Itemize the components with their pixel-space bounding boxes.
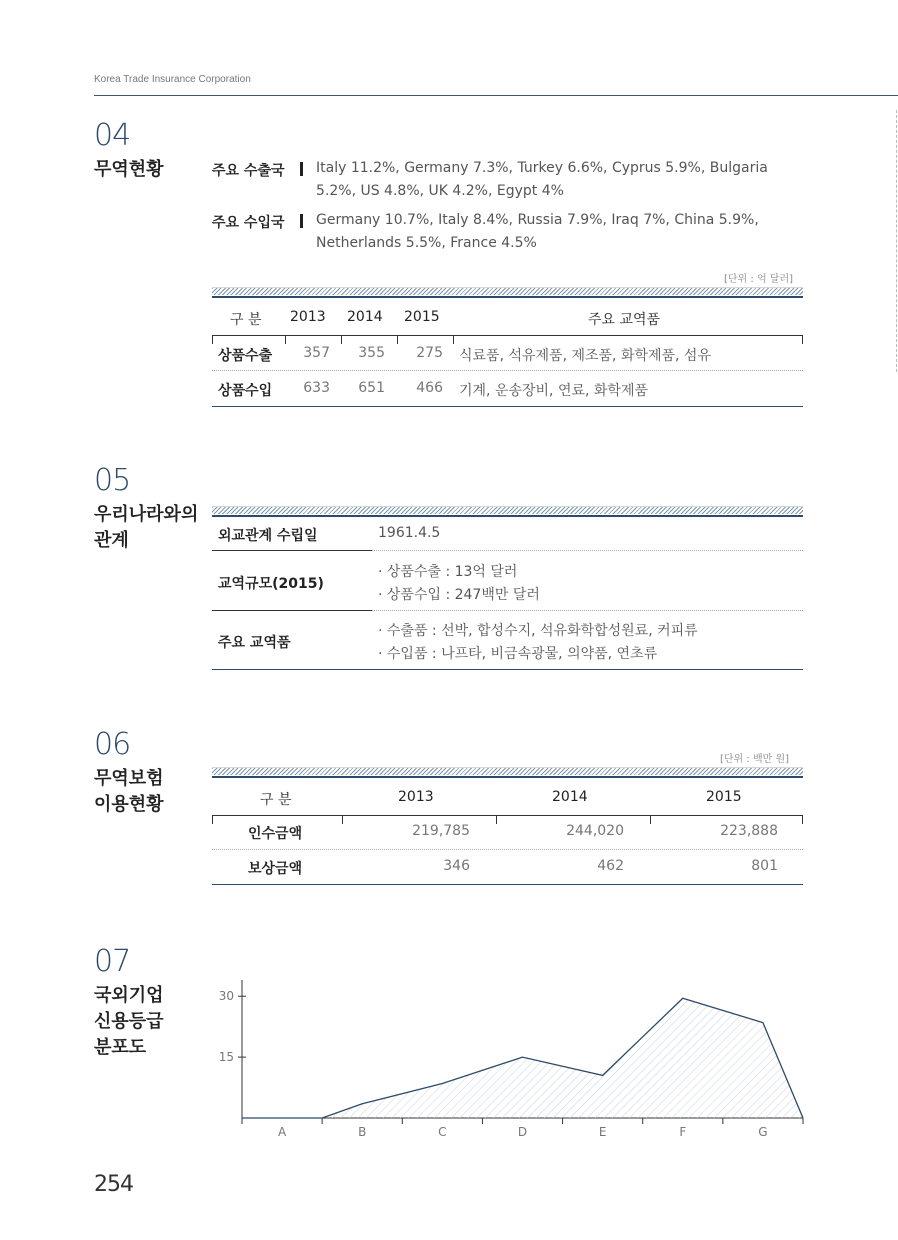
x-tick-label: E (598, 1125, 607, 1139)
section-04-title: 무역현황 (94, 159, 164, 180)
x-tick-label: F (679, 1125, 687, 1139)
sec06-header-2014: 2014 (552, 789, 588, 805)
y-tick-label: 30 (218, 989, 234, 1004)
relation-divider-0 (372, 550, 803, 551)
x-tick-label: G (758, 1125, 768, 1139)
sec04-header-2015: 2015 (404, 309, 440, 325)
relation-value-2a: · 수출품 : 선박, 합성수지, 석유화학합성원료, 커피류 (378, 623, 698, 639)
sec04-header-2013: 2013 (290, 309, 326, 325)
row-import-2015: 466 (416, 380, 443, 396)
sec04-hatch (212, 287, 803, 295)
sec05-bottom-line (212, 669, 803, 670)
tick (802, 335, 803, 344)
sec06-row-divider (212, 849, 803, 850)
row-export-items: 식료품, 석유제품, 제조품, 화학제품, 섬유 (459, 348, 711, 364)
tick (285, 335, 286, 344)
export-line-1: Italy 11.2%, Germany 7.3%, Turkey 6.6%, Cyprus 5.9%, Bulgaria (316, 160, 768, 176)
sec06-header-category: 구 분 (260, 792, 292, 808)
import-line-1: Germany 10.7%, Italy 8.4%, Russia 7.9%, Iraq 7%, China 5.9%, (316, 212, 759, 228)
section-06-title-line2: 이용현황 (94, 794, 164, 815)
insurance-row-1-2013: 346 (443, 858, 470, 874)
section-07-number: 07 (94, 944, 131, 979)
sec06-top-line (212, 776, 803, 778)
insurance-row-label-0: 인수금액 (248, 826, 303, 842)
insurance-row-0-2013: 219,785 (412, 823, 470, 839)
relation-label-line-1 (212, 610, 372, 611)
header-org: Korea Trade Insurance Corporation (94, 74, 251, 85)
relation-value-1a: · 상품수출 : 13억 달러 (378, 564, 518, 580)
relation-value-2b: · 수입품 : 나프타, 비금속광물, 의약품, 연초류 (378, 646, 658, 662)
x-tick-label: D (517, 1125, 528, 1139)
import-line-2: Netherlands 5.5%, France 4.5% (316, 235, 537, 251)
export-line-2: 5.2%, US 4.8%, UK 4.2%, Egypt 4% (316, 183, 564, 199)
tick (453, 335, 454, 344)
sec04-row-divider (212, 370, 803, 371)
sec05-top-line (212, 515, 803, 517)
section-05-title-line2: 관계 (94, 530, 129, 551)
relation-value-0: 1961.4.5 (378, 525, 441, 541)
row-export-2013: 357 (303, 345, 330, 361)
section-04-number: 04 (94, 118, 131, 153)
row-import-2014: 651 (358, 380, 385, 396)
insurance-row-0-2015: 223,888 (720, 823, 778, 839)
section-07-title-line1: 국외기업 (94, 985, 164, 1006)
row-import-2013: 633 (303, 380, 330, 396)
relation-label-line-0 (212, 550, 372, 551)
section-06-title-line1: 무역보험 (94, 768, 164, 789)
sec06-bottom-line (212, 884, 803, 885)
page-number: 254 (94, 1172, 133, 1197)
tick (397, 335, 398, 344)
section-06-number: 06 (94, 727, 131, 762)
export-label: 주요 수출국 (212, 163, 285, 179)
insurance-row-1-2014: 462 (597, 858, 624, 874)
tick (496, 815, 497, 824)
y-tick-label: 15 (218, 1050, 234, 1065)
row-import-items: 기계, 운송장비, 연료, 화학제품 (459, 383, 648, 399)
sec04-top-line (212, 296, 803, 298)
sec06-unit: [단위 : 백만 원] (720, 754, 790, 765)
sec04-header-category: 구 분 (230, 312, 262, 328)
tick (342, 815, 343, 824)
tick (341, 335, 342, 344)
row-export-2014: 355 (358, 345, 385, 361)
sec04-bottom-line (212, 406, 803, 407)
insurance-row-label-1: 보상금액 (248, 861, 303, 877)
sec04-header-items: 주요 교역품 (588, 312, 661, 328)
sec05-hatch (212, 506, 803, 514)
section-05-title-line1: 우리나라와의 (94, 504, 199, 525)
tick (802, 815, 803, 824)
row-export-label: 상품수출 (218, 348, 273, 364)
relation-label-0: 외교관계 수립일 (218, 528, 318, 544)
x-tick-label: C (438, 1125, 447, 1139)
sec06-header-2015: 2015 (706, 789, 742, 805)
header-divider (94, 95, 898, 96)
import-label: 주요 수입국 (212, 215, 285, 231)
tick (650, 815, 651, 824)
tick (212, 815, 213, 824)
sec06-hatch (212, 767, 803, 775)
credit-rating-chart (200, 970, 820, 1150)
relation-value-1b: · 상품수입 : 247백만 달러 (378, 587, 540, 603)
import-bar (300, 214, 303, 228)
relation-label-1: 교역규모(2015) (218, 576, 324, 592)
row-export-2015: 275 (416, 345, 443, 361)
sec04-unit: [단위 : 억 달러] (724, 274, 794, 285)
side-divider (896, 110, 897, 372)
row-import-label: 상품수입 (218, 383, 273, 399)
export-bar (300, 162, 303, 176)
sec04-header-line (212, 335, 803, 336)
tick (212, 335, 213, 344)
section-07-title-line2: 신용등급 (94, 1011, 164, 1032)
section-07-title-line3: 분포도 (94, 1037, 147, 1058)
sec04-header-2014: 2014 (347, 309, 383, 325)
relation-divider-1 (372, 610, 803, 611)
x-tick-label: A (277, 1125, 287, 1139)
x-tick-label: B (358, 1125, 367, 1139)
insurance-row-0-2014: 244,020 (566, 823, 624, 839)
insurance-row-1-2015: 801 (751, 858, 778, 874)
sec06-header-2013: 2013 (398, 789, 434, 805)
sec06-header-line (212, 815, 803, 816)
area-fill (242, 998, 803, 1118)
relation-label-2: 주요 교역품 (218, 635, 291, 651)
section-05-number: 05 (94, 463, 131, 498)
